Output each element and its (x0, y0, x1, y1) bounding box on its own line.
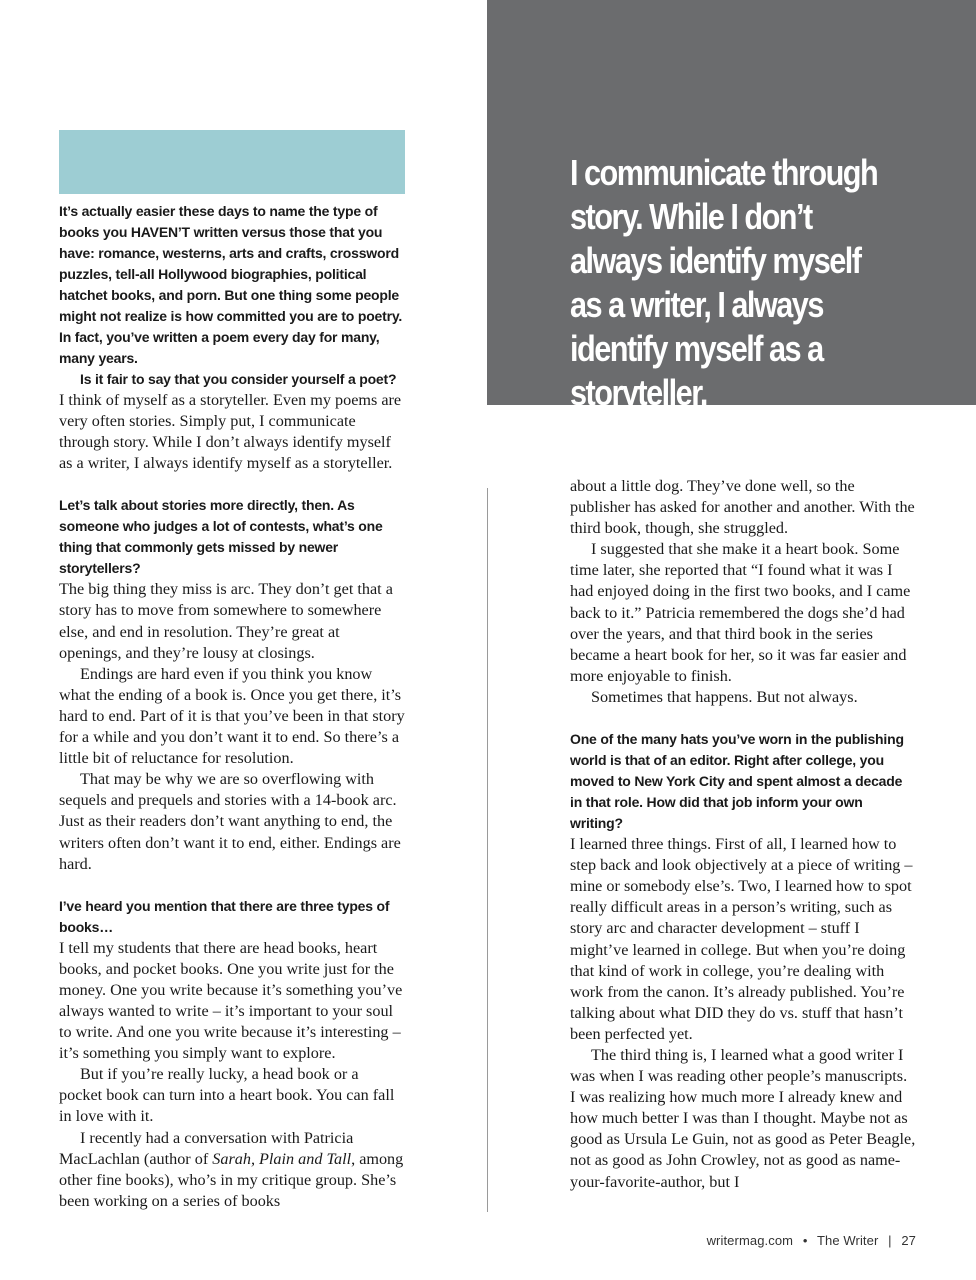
footer-bullet: • (802, 1233, 808, 1248)
sometimes-paragraph: Sometimes that happens. But not always. (591, 687, 858, 706)
footer-magazine: The Writer (816, 1233, 879, 1248)
left-column (59, 201, 405, 1212)
answer-5-paragraph-2: The third thing is, I learned what a good writer I was when I was reading other people’s manuscripts. I was realizing how much more I already knew and how much better I was than I thought. Maybe not as good as Ursula Le Guin, not as good as Peter Beagle, not as good as John Crowley, not as good as name-your-favorite-author, but I (570, 1045, 916, 1191)
right-column (570, 476, 916, 1193)
section-accent-bar (59, 130, 405, 194)
continued-paragraph: about a little dog. They’ve done well, so the publisher has asked for another and another. With the third book, though, she struggled. (570, 477, 915, 538)
question-1: It’s actually easier these days to name the type of books you HAVEN’T written versus those that you have: romance, westerns, arts and crafts, crossword puzzles, tell-all Hollywood biographies, political hatchet books, and porn. But one thing some people might not realize is how committed you are to poetry. In fact, you’ve written a poem every day for many, many years. (59, 203, 403, 366)
answer-4-paragraph-1: I tell my students that there are head books, heart books, and pocket books. One you write just for the money. One you write because it’s something you’ve always wanted to write – it’s important to your soul to write. And one you write because it’s interesting – it’s something you simply want to explore. (59, 938, 403, 1063)
page-footer (707, 1233, 916, 1248)
column-divider (487, 488, 488, 1212)
answer-3-paragraph-3: That may be why we are so overflowing with sequels and prequels and stories with a 14-book arc. Just as their readers don’t want anything to end, the writers often don’t want it to end, either. Endings are hard. (59, 770, 401, 873)
answer-4-text-pre: I recently had a conversation with Patricia MacLachlan (author of (59, 1128, 354, 1168)
question-4: I’ve heard you mention that there are three types of books… (59, 897, 390, 935)
page-number: 27 (901, 1233, 916, 1248)
footer-divider: | (888, 1233, 892, 1248)
question-3: Let’s talk about stories more directly, then. As someone who judges a lot of contests, what’s one thing that commonly gets missed by newer storytellers? (59, 497, 383, 577)
answer-2: I think of myself as a storyteller. Even my poems are very often stories. Simply put, I communicate through story. While I don’t always identify myself as a writer, I always identify myself as a storyteller. (59, 391, 402, 473)
pull-quote: I communicate through story. While I don’t always identify myself as a writer, I always identify myself as a storyteller. (570, 152, 878, 413)
answer-4-paragraph-2: But if you’re really lucky, a head book or a pocket book can turn into a heart book. You can fall in love with it. (59, 1065, 395, 1126)
footer-site: writermag.com (706, 1233, 794, 1248)
question-2: Is it fair to say that you consider yourself a poet? (80, 371, 397, 387)
book-title: Sarah, Plain and Tall (212, 1149, 352, 1168)
answer-3-paragraph-1: The big thing they miss is arc. They don’t get that a story has to move from somewhere to somewhere else, and end in resolution. They’re great at openings, and they’re lousy at closings. (59, 580, 393, 662)
answer-4-text-post: , among other fine books), who’s in my critique group. She’s been working on a series of books (59, 1149, 404, 1210)
question-5: One of the many hats you’ve worn in the publishing world is that of an editor. Right after college, you moved to New York City and spent almost a decade in that role. How did that job inform your own writing? (570, 731, 904, 832)
heart-book-paragraph: I suggested that she make it a heart book. Some time later, she reported that “I found what it was I had enjoyed doing in the first two books, and I came back to it.” Patricia remembered the dogs she’d had over the years, and that third book in the series became a heart book for her, so it was far easier and more enjoyable to finish. (570, 540, 911, 685)
answer-5-paragraph-1: I learned three things. First of all, I learned how to step back and look objectively at a piece of writing – mine or somebody else’s. Two, I learned how to spot really difficult areas in a person’s writing, such as story arc and character development – stuff I might’ve learned in college. But when you’re doing that kind of work in college, you’re dealing with work from the canon. It’s already published. You’re talking about what DID they do vs. stuff that hasn’t been perfected yet. (570, 835, 913, 1043)
answer-4-paragraph-3 (59, 1128, 405, 1212)
answer-3-paragraph-2: Endings are hard even if you think you know what the ending of a book is. Once you get there, it’s hard to end. Part of it is that you’ve been in that story for a while and you don’t want it to end. So there’s a little bit of reluctance for resolution. (59, 664, 405, 768)
